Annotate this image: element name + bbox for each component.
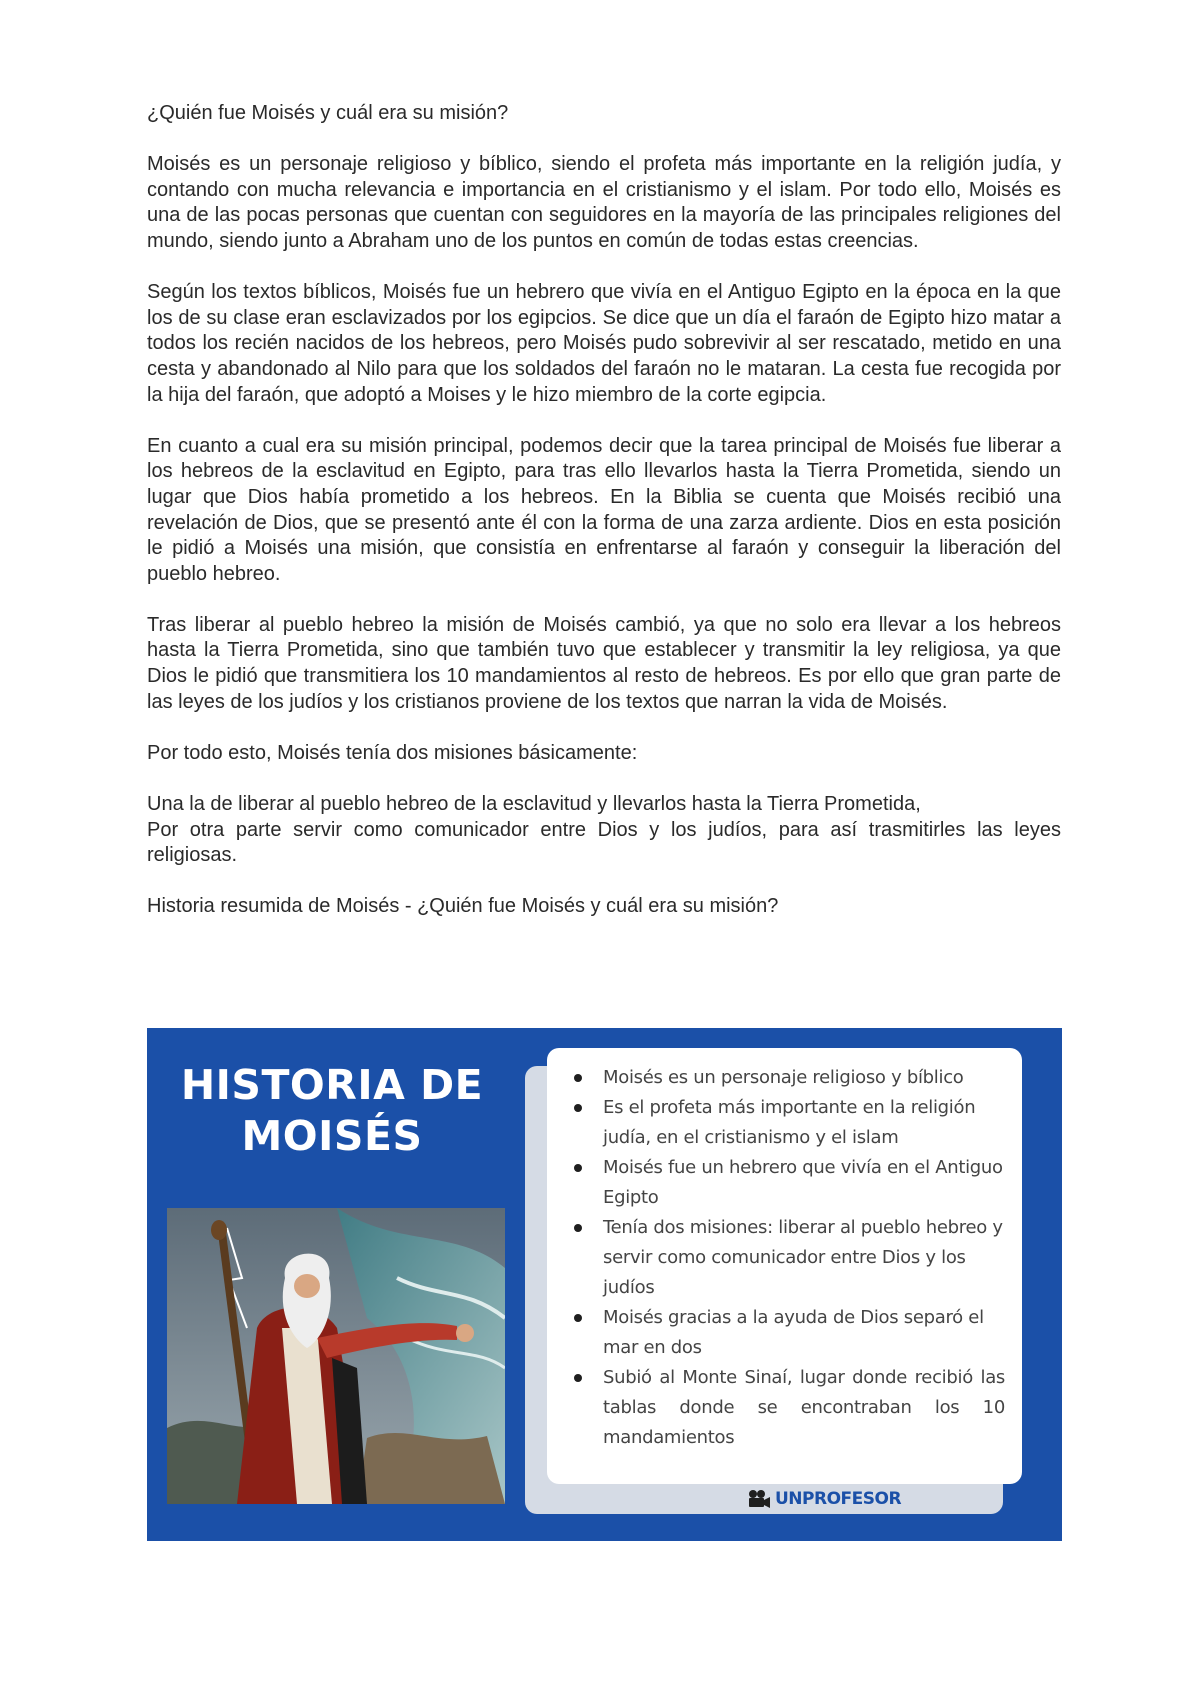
moses-painting-illustration — [167, 1208, 505, 1504]
info-bullet: Subió al Monte Sinaí, lugar donde recibió las tablas donde se encontraban los 10 mandamientos — [567, 1363, 1005, 1453]
paragraph-history: Según los textos bíblicos, Moisés fue un hebrero que vivía en el Antiguo Egipto en la época en la que los de su clase eran esclavizados por los egipcios. Se dice que un día el faraón de Egipto hizo matar a todos los recién nacidos de los hebreos, pero Moisés pudo sobrevivir al ser rescatado, metido en una cesta y abandonado al Nilo para que los soldados del faraón no le mataran. La cesta fue recogida por la hija del faraón, que adoptó a Moises y le hizo miembro de la corte egipcia. — [147, 281, 1061, 406]
infographic-title-line1: HISTORIA DE — [180, 1061, 484, 1109]
paragraph-intro: Moisés es un personaje religioso y bíblico, siendo el profeta más importante en la religión judía, y contando con mucha relevancia e importancia en el cristianismo y el islam. Por todo ello, Moisés es una de las pocas personas que cuentan con seguidores en la mayoría de las principales religiones del mundo, siendo junto a Abraham uno de los puntos en común de todas estas creencias. — [147, 153, 1061, 252]
article-heading: ¿Quién fue Moisés y cuál era su misión? — [147, 102, 509, 124]
info-card — [547, 1048, 1022, 1484]
moses-painting-svg — [167, 1208, 505, 1504]
moses-infographic — [147, 1028, 1062, 1541]
infographic-title-line2: MOISÉS — [241, 1112, 423, 1160]
info-bullet: Moisés gracias a la ayuda de Dios separó el mar en dos — [567, 1303, 1005, 1363]
info-bullet: Moisés es un personaje religioso y bíblico — [567, 1063, 1005, 1093]
article-body — [147, 101, 1061, 946]
paragraph-mission: En cuanto a cual era su misión principal, podemos decir que la tarea principal de Moisés fue liberar a los hebreos de la esclavitud en Egipto, para tras ello llevarlos hasta la Tierra Prometida, siendo un lugar que Dios había prometido a los hebreos. En la Biblia se cuenta que Moisés recibió una revelación de Dios, que se presentó ante él con la forma de una zarza ardiente. Dios en esta posición le pidió a Moisés una misión, que consistía en enfrentarse al faraón y conseguir la liberación del pueblo hebreo. — [147, 434, 1061, 585]
brand-logo — [747, 1486, 901, 1512]
bullet-dot-icon — [574, 1074, 582, 1082]
bullet-dot-icon — [574, 1164, 582, 1172]
paragraph-law: Tras liberar al pueblo hebreo la misión de Moisés cambió, ya que no solo era llevar a los hebreos hasta la Tierra Prometida, sino que también tuvo que establecer y transmitir la ley religiosa, ya que Dios le pidió que transmitiera los 10 mandamientos al resto de hebreos. Es por ello que gran parte de las leyes de los judíos y los cristianos proviene de los textos que narran la vida de Moisés. — [147, 613, 1061, 713]
film-camera-icon — [747, 1489, 771, 1509]
info-bullet: Tenía dos misiones: liberar al pueblo hebreo y servir como comunicador entre Dios y los judíos — [567, 1213, 1005, 1303]
mission-two: Por otra parte servir como comunicador entre Dios y los judíos, para así trasmitirles las leyes religiosas. — [147, 818, 1061, 867]
bullet-dot-icon — [574, 1104, 582, 1112]
info-bullet: Moisés fue un hebrero que vivía en el Antiguo Egipto — [567, 1153, 1005, 1213]
mission-one: Una la de liberar al pueblo hebreo de la esclavitud y llevarlos hasta la Tierra Prometida, — [147, 793, 921, 816]
bullet-dot-icon — [574, 1374, 582, 1382]
brand-name: UNPROFESOR — [775, 1489, 902, 1509]
paragraph-summary: Por todo esto, Moisés tenía dos misiones básicamente: — [147, 741, 638, 764]
info-bullet-list — [567, 1063, 1005, 1453]
image-caption: Historia resumida de Moisés - ¿Quién fue Moisés y cuál era su misión? — [147, 895, 779, 918]
bullet-dot-icon — [574, 1314, 582, 1322]
info-bullet: Es el profeta más importante en la religión judía, en el cristianismo y el islam — [567, 1093, 1005, 1153]
bullet-dot-icon — [574, 1224, 582, 1232]
infographic-title — [167, 1060, 497, 1162]
